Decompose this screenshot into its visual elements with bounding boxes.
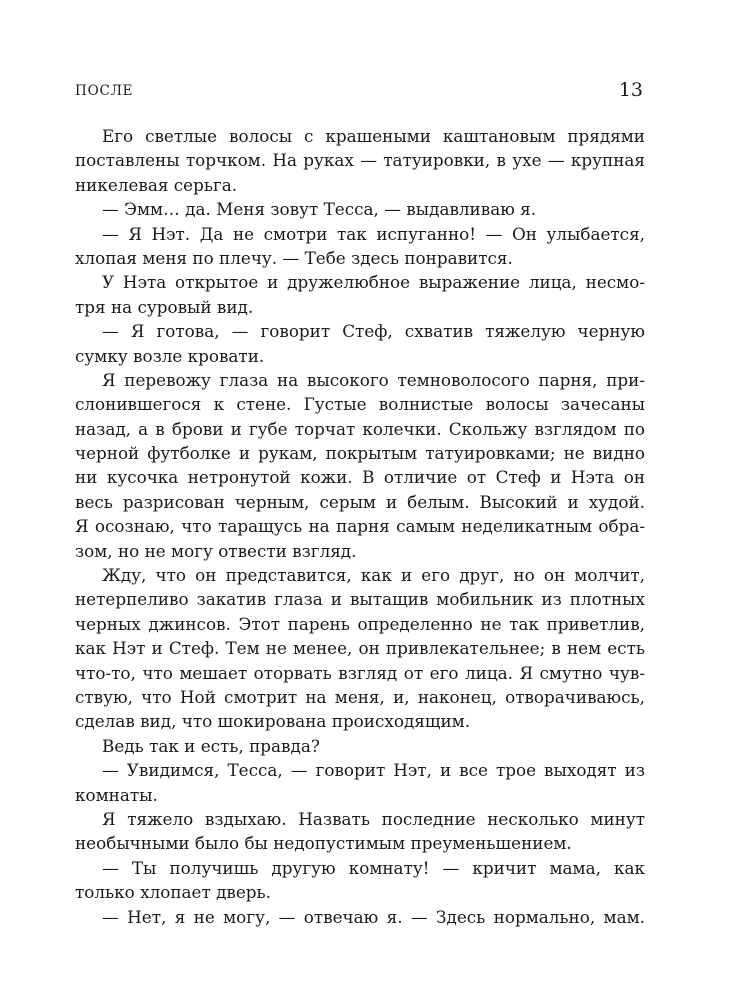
text-line: — Увидимся, Тесса, — говорит Нэт, и все трое выходят из bbox=[102, 760, 645, 781]
text-line: черных джинсов. Этот парень определенно не так приветлив, bbox=[75, 613, 645, 634]
text-line: сделав вид, что шокирована происходящим. bbox=[75, 711, 471, 732]
text-line: комнаты. bbox=[75, 784, 158, 805]
text-line: Я тяжело вздыхаю. Назвать последние несколько минут bbox=[102, 808, 645, 829]
text-line: что-то, что мешает оторвать взгляд от его лица. Я смутно чув- bbox=[75, 662, 645, 683]
text-line: сумку возле кровати. bbox=[75, 345, 265, 366]
text-line: Жду, что он представится, как и его друг, но он молчит, bbox=[102, 565, 645, 586]
text-line: Его светлые волосы с крашеными каштановым прядями bbox=[102, 126, 645, 146]
body-text bbox=[75, 124, 645, 929]
text-line: ни кусочка нетронутой кожи. В отличие от Стеф и Нэта он bbox=[75, 467, 645, 488]
page-number: 13 bbox=[618, 79, 643, 101]
text-line: У Нэта открытое и дружелюбное выражение лица, несмо- bbox=[102, 272, 645, 293]
running-title: ПОСЛЕ bbox=[75, 83, 134, 99]
text-line: тря на суровый вид. bbox=[75, 296, 254, 317]
text-line: — Я готова, — говорит Стеф, схватив тяжелую черную bbox=[102, 321, 645, 342]
text-line: весь разрисован черным, серым и белым. Высокий и худой. bbox=[75, 491, 645, 512]
text-line: назад, а в брови и губе торчат колечки. Скольжу взглядом по bbox=[75, 418, 645, 439]
text-line: хлопая меня по плечу. — Тебе здесь понравится. bbox=[75, 247, 513, 268]
text-line: — Ты получишь другую комнату! — кричит мама, как bbox=[102, 857, 645, 878]
text-line: Я осознаю, что таращусь на парня самым неделикатным обра- bbox=[75, 516, 645, 537]
text-line: черной футболке и рукам, покрытым татуировками; не видно bbox=[75, 443, 645, 464]
page-header bbox=[75, 80, 643, 106]
text-line: никелевая серьга. bbox=[75, 174, 238, 195]
text-line: нетерпеливо закатив глаза и вытащив мобильник из плотных bbox=[75, 589, 645, 610]
text-line: — Эмм… да. Меня зовут Тесса, — выдавливаю я. bbox=[102, 199, 537, 220]
text-line: поставлены торчком. На руках — татуировки, в ухе — крупная bbox=[75, 150, 645, 171]
text-line: как Нэт и Стеф. Тем не менее, он привлекательнее; в нем есть bbox=[75, 638, 645, 659]
text-line: зом, но не могу отвести взгляд. bbox=[75, 540, 357, 561]
text-line: только хлопает дверь. bbox=[75, 882, 271, 903]
text-line: — Нет, я не могу, — отвечаю я. — Здесь нормально, мам. bbox=[102, 906, 645, 927]
text-line: слонившегося к стене. Густые волнистые волосы зачесаны bbox=[75, 394, 645, 415]
text-line: ствую, что Ной смотрит на меня, и, наконец, отворачиваюсь, bbox=[75, 686, 645, 707]
text-line: необычными было бы недопустимым преуменьшением. bbox=[75, 833, 572, 854]
text-line: Ведь так и есть, правда? bbox=[102, 735, 320, 756]
text-line: Я перевожу глаза на высокого темноволосого парня, при- bbox=[102, 369, 645, 390]
text-line: — Я Нэт. Да не смотри так испуганно! — Он улыбается, bbox=[102, 223, 645, 244]
